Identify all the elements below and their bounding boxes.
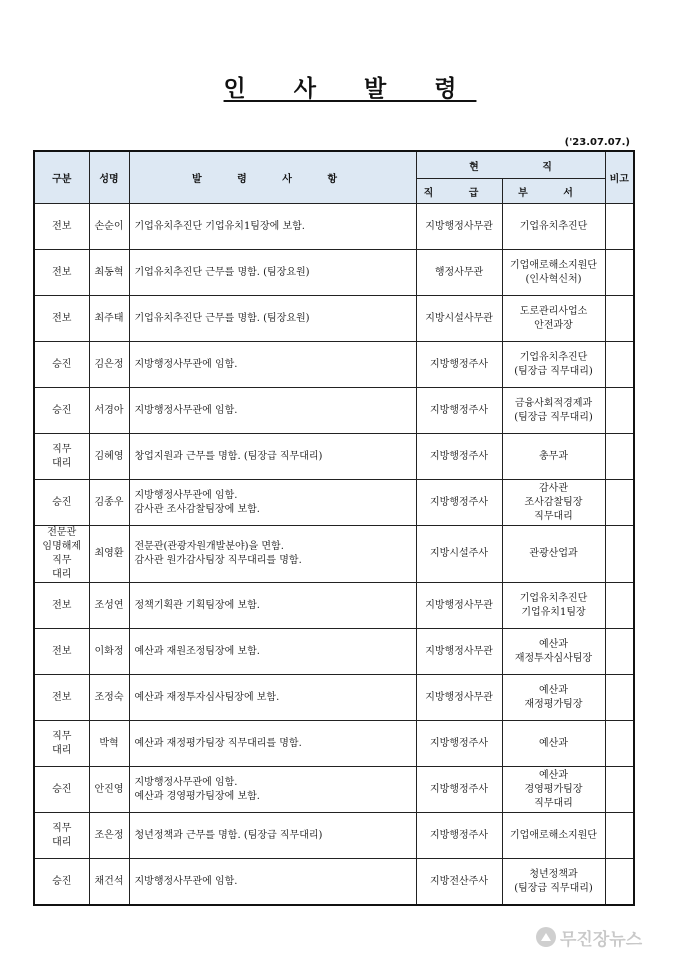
- header-current: 현 직: [416, 151, 605, 179]
- rank-cell: 지방행정사무관: [416, 675, 502, 721]
- name-cell: 안진영: [89, 767, 129, 813]
- category-cell-line: 대리: [52, 569, 72, 580]
- order-cell-line: 정책기획관 기획팀장에 보함.: [134, 599, 260, 611]
- order-cell-line: 예산과 재원조정팀장에 보함.: [134, 645, 260, 657]
- category-cell: [34, 629, 89, 675]
- category-cell-line: 직무: [52, 730, 72, 742]
- order-cell: [129, 675, 416, 721]
- dept-cell: [502, 204, 605, 250]
- dept-cell-line: 예산과: [539, 769, 568, 781]
- dept-cell-line: (인사혁신처): [525, 273, 582, 285]
- note-cell: [605, 629, 634, 675]
- rank-cell: 지방행정주사: [416, 813, 502, 859]
- category-cell: [34, 721, 89, 767]
- header-rank: 직 급: [416, 179, 502, 204]
- category-cell: [34, 388, 89, 434]
- order-cell: [129, 526, 416, 583]
- dept-cell: [502, 342, 605, 388]
- category-cell-line: 승진: [52, 875, 72, 887]
- note-cell: [605, 675, 634, 721]
- header-name: 성명: [89, 151, 129, 204]
- table-row: [34, 813, 634, 859]
- table-row: [34, 204, 634, 250]
- dept-cell: [502, 675, 605, 721]
- dept-cell-line: 재정투자심사팀장: [514, 652, 593, 664]
- name-cell: 조정숙: [89, 675, 129, 721]
- order-cell: [129, 388, 416, 434]
- category-cell: [34, 250, 89, 296]
- table-row: [34, 583, 634, 629]
- dept-cell-line: 경영평가팀장: [524, 783, 583, 795]
- category-cell: [34, 813, 89, 859]
- dept-cell-line: 기업애로해소지원단: [510, 829, 597, 841]
- table-row: [34, 629, 634, 675]
- rank-cell: 지방행정사무관: [416, 204, 502, 250]
- category-cell: [34, 296, 89, 342]
- rank-cell: 지방전산주사: [416, 859, 502, 906]
- personnel-table: [33, 150, 635, 906]
- name-cell: 김종우: [89, 480, 129, 526]
- category-cell: [34, 767, 89, 813]
- dept-cell: [502, 526, 605, 583]
- name-cell: 조성연: [89, 583, 129, 629]
- order-cell: [129, 250, 416, 296]
- order-cell-line: 전문관(관광자원개발분야)을 면함.: [134, 541, 284, 552]
- order-cell-line: 기업유치추진단 기업유치1팀장에 보함.: [134, 220, 305, 232]
- dept-cell: [502, 629, 605, 675]
- dept-cell-line: 기업유치추진단: [519, 592, 588, 604]
- category-cell-line: 직무: [52, 443, 72, 455]
- name-cell: 김혜영: [89, 434, 129, 480]
- order-cell: [129, 583, 416, 629]
- category-cell-line: 전보: [52, 691, 72, 703]
- table-body: [34, 204, 634, 906]
- name-cell: 최동혁: [89, 250, 129, 296]
- name-cell: 박혁: [89, 721, 129, 767]
- rank-cell: 지방행정주사: [416, 767, 502, 813]
- category-cell: [34, 583, 89, 629]
- note-cell: [605, 721, 634, 767]
- rank-cell: 지방시설주사: [416, 526, 502, 583]
- table-row: [34, 434, 634, 480]
- order-cell-line: 기업유치추진단 근무를 명함. (팀장요원): [134, 312, 310, 324]
- note-cell: [605, 296, 634, 342]
- category-cell-line: 대리: [52, 836, 72, 848]
- dept-cell-line: 조사감찰팀장: [524, 496, 583, 508]
- dept-cell: [502, 859, 605, 906]
- note-cell: [605, 434, 634, 480]
- note-cell: [605, 767, 634, 813]
- order-cell: [129, 629, 416, 675]
- note-cell: [605, 388, 634, 434]
- dept-cell-line: (팀장급 직무대리): [514, 365, 593, 377]
- order-cell: [129, 204, 416, 250]
- dept-cell-line: 직무대리: [534, 510, 573, 522]
- dept-cell: [502, 813, 605, 859]
- dept-cell-line: 안전과장: [534, 319, 573, 331]
- dept-cell-line: 직무대리: [534, 797, 573, 809]
- order-cell: [129, 296, 416, 342]
- note-cell: [605, 342, 634, 388]
- note-cell: [605, 583, 634, 629]
- dept-cell-line: 재정평가팀장: [524, 698, 583, 710]
- header-category: 구분: [34, 151, 89, 204]
- name-cell: 채건석: [89, 859, 129, 906]
- note-cell: [605, 859, 634, 906]
- order-cell-line: 청년정책과 근무를 명함. (팀장급 직무대리): [134, 829, 323, 841]
- note-cell: [605, 204, 634, 250]
- rank-cell: 행정사무관: [416, 250, 502, 296]
- dept-cell-line: 예산과: [539, 638, 568, 650]
- dept-cell-line: 기업유치추진단: [519, 220, 588, 232]
- dept-cell-line: 기업애로해소지원단: [510, 259, 597, 271]
- category-cell: [34, 204, 89, 250]
- note-cell: [605, 813, 634, 859]
- dept-cell-line: 총무과: [539, 450, 568, 462]
- dept-cell-line: 예산과: [539, 684, 568, 696]
- name-cell: 이화정: [89, 629, 129, 675]
- name-cell: 서경아: [89, 388, 129, 434]
- category-cell: [34, 859, 89, 906]
- name-cell: 최영환: [89, 526, 129, 583]
- order-cell: [129, 721, 416, 767]
- category-cell-line: 승진: [52, 496, 72, 508]
- name-cell: 조은정: [89, 813, 129, 859]
- category-cell-line: 직무: [52, 822, 72, 834]
- dept-cell-line: 기업유치추진단: [519, 351, 588, 363]
- order-cell-line: 예산과 재정투자심사팀장에 보함.: [134, 691, 280, 703]
- order-cell: [129, 342, 416, 388]
- header-dept: 부 서: [502, 179, 605, 204]
- dept-cell-line: 청년정책과: [529, 868, 578, 880]
- table-row: [34, 296, 634, 342]
- order-cell-line: 기업유치추진단 근무를 명함. (팀장요원): [134, 266, 310, 278]
- category-cell: [34, 526, 89, 583]
- table-row: [34, 721, 634, 767]
- rank-cell: 지방행정사무관: [416, 629, 502, 675]
- category-cell-line: 승진: [52, 358, 72, 370]
- category-cell-line: 승진: [52, 404, 72, 416]
- order-cell-line: 지방행정사무관에 임함.: [134, 776, 238, 788]
- category-cell-line: 전보: [52, 645, 72, 657]
- rank-cell: 지방행정주사: [416, 480, 502, 526]
- category-cell-line: 대리: [52, 744, 72, 756]
- category-cell-line: 직무: [52, 555, 72, 566]
- category-cell: [34, 342, 89, 388]
- watermark-logo-icon: [536, 927, 556, 947]
- category-cell-line: 임명해제: [42, 541, 82, 552]
- order-cell: [129, 434, 416, 480]
- dept-cell-line: 금융사회적경제과: [514, 397, 593, 409]
- dept-cell: [502, 388, 605, 434]
- header-note: 비고: [605, 151, 634, 204]
- order-cell-line: 창업지원과 근무를 명함. (팀장급 직무대리): [134, 450, 323, 462]
- dept-cell: [502, 434, 605, 480]
- dept-cell-line: 예산과: [539, 737, 568, 749]
- dept-cell: [502, 767, 605, 813]
- name-cell: 김은정: [89, 342, 129, 388]
- watermark-text: 무진장뉴스: [560, 929, 643, 950]
- rank-cell: 지방행정주사: [416, 388, 502, 434]
- issue-date: ('23.07.07.): [564, 137, 630, 148]
- dept-cell: [502, 480, 605, 526]
- note-cell: [605, 526, 634, 583]
- category-cell-line: 승진: [52, 783, 72, 795]
- table-row: [34, 388, 634, 434]
- order-cell-line: 감사관 원가감사팀장 직무대리를 명함.: [134, 555, 302, 566]
- category-cell: [34, 480, 89, 526]
- name-cell: 최주태: [89, 296, 129, 342]
- table-row: [34, 250, 634, 296]
- order-cell: [129, 767, 416, 813]
- order-cell: [129, 480, 416, 526]
- category-cell-line: 전보: [52, 266, 72, 278]
- note-cell: [605, 250, 634, 296]
- order-cell: [129, 813, 416, 859]
- name-cell: 손순이: [89, 204, 129, 250]
- note-cell: [605, 480, 634, 526]
- dept-cell-line: (팀장급 직무대리): [514, 882, 593, 894]
- page-title-wrap: [0, 70, 680, 103]
- table-row: [34, 342, 634, 388]
- table-row: [34, 480, 634, 526]
- dept-cell-line: 감사관: [539, 482, 568, 494]
- category-cell-line: 전보: [52, 220, 72, 232]
- dept-cell: [502, 583, 605, 629]
- order-cell-line: 예산과 재정평가팀장 직무대리를 명함.: [134, 737, 302, 749]
- category-cell: [34, 675, 89, 721]
- order-cell: [129, 859, 416, 906]
- dept-cell-line: 도로관리사업소: [519, 305, 588, 317]
- table-row: [34, 859, 634, 906]
- table-row: [34, 526, 634, 583]
- dept-cell: [502, 296, 605, 342]
- order-cell-line: 지방행정사무관에 임함.: [134, 358, 238, 370]
- category-cell-line: 대리: [52, 457, 72, 469]
- order-cell-line: 감사관 조사감찰팀장에 보함.: [134, 503, 260, 515]
- rank-cell: 지방행정주사: [416, 721, 502, 767]
- order-cell-line: 지방행정사무관에 임함.: [134, 404, 238, 416]
- order-cell-line: 예산과 경영평가팀장에 보함.: [134, 790, 260, 802]
- watermark: [536, 922, 676, 952]
- category-cell: [34, 434, 89, 480]
- page-title: 인 사 발 령: [223, 76, 477, 102]
- dept-cell: [502, 250, 605, 296]
- rank-cell: 지방행정주사: [416, 342, 502, 388]
- rank-cell: 지방행정사무관: [416, 583, 502, 629]
- category-cell-line: 전문관: [47, 527, 77, 538]
- table-row: [34, 675, 634, 721]
- dept-cell-line: 기업유치1팀장: [521, 606, 586, 618]
- order-cell-line: 지방행정사무관에 임함.: [134, 875, 238, 887]
- dept-cell: [502, 721, 605, 767]
- rank-cell: 지방행정주사: [416, 434, 502, 480]
- dept-cell-line: (팀장급 직무대리): [514, 411, 593, 423]
- dept-cell-line: 관광산업과: [529, 548, 578, 559]
- header-order: 발 령 사 항: [129, 151, 416, 204]
- order-cell-line: 지방행정사무관에 임함.: [134, 489, 238, 501]
- category-cell-line: 전보: [52, 312, 72, 324]
- table-row: [34, 767, 634, 813]
- rank-cell: 지방시설사무관: [416, 296, 502, 342]
- category-cell-line: 전보: [52, 599, 72, 611]
